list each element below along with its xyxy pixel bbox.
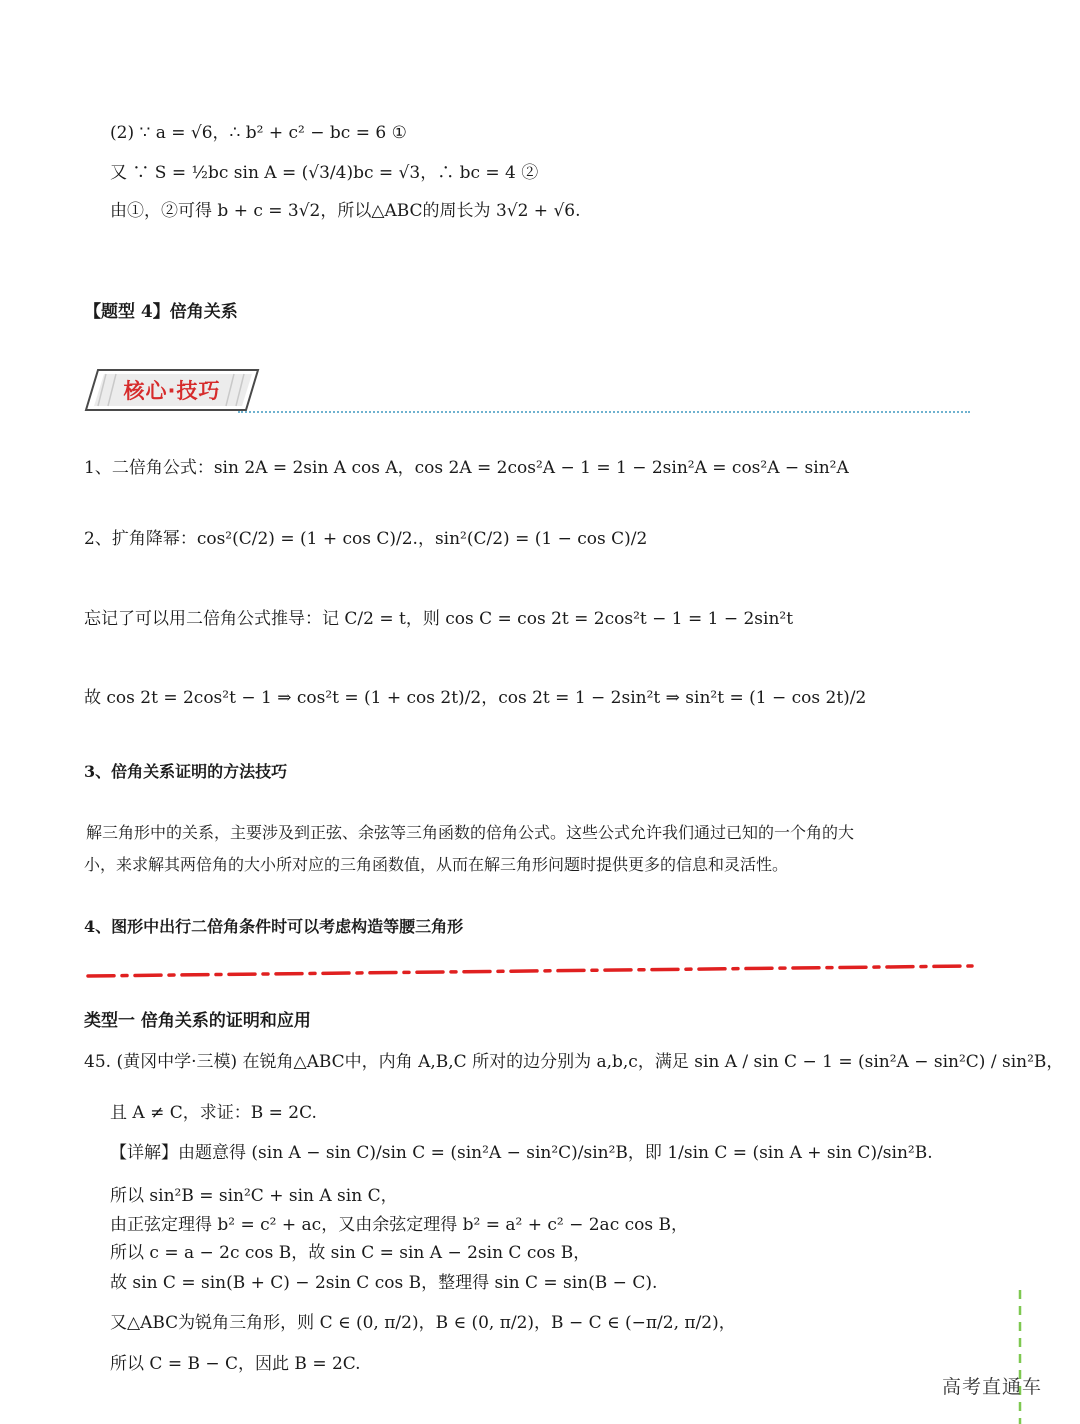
solution-line2: 所以 sin²B = sin²C + sin A sin C， xyxy=(110,1186,398,1206)
tip-method-body-line2: 小，来求解其两倍角的大小所对应的三角函数值，从而在解三角形问题时提供更多的信息和灵活性。 xyxy=(84,855,789,874)
solution-line3: 由正弦定理得 b² = c² + ac，又由余弦定理得 b² = a² + c² − 2ac cos B， xyxy=(110,1215,688,1235)
type-heading: 类型一 倍角关系的证明和应用 xyxy=(84,1011,311,1031)
solution-part2-line2: 又 ∵ S = ½bc sin A = (√3/4)bc = √3，∴ bc = 4 ② xyxy=(110,163,539,183)
tip-derivation: 故 cos 2t = 2cos²t − 1 ⇒ cos²t = (1 + cos 2t)/2，cos 2t = 1 − 2sin²t ⇒ sin²t = (1 − cos 2t)/2 xyxy=(84,688,867,708)
solution-line7: 所以 C = B − C，因此 B = 2C. xyxy=(110,1354,361,1374)
solution-line4: 所以 c = a − 2c cos B，故 sin C = sin A − 2sin C cos B， xyxy=(110,1243,591,1263)
solution-line6: 又△ABC为锐角三角形，则 C ∈ (0, π/2)，B ∈ (0, π/2)，B − C ∈ (−π/2, π/2)， xyxy=(110,1313,736,1333)
solution-part2-line1: (2) ∵ a = √6，∴ b² + c² − bc = 6 ① xyxy=(110,123,407,143)
tip-power-reduction: 2、扩角降幂：cos²(C/2) = (1 + cos C)/2.，sin²(C/2) = (1 − cos C)/2 xyxy=(84,529,648,549)
tip-method-title: 3、倍角关系证明的方法技巧 xyxy=(84,762,288,781)
tip-isosceles: 4、图形中出行二倍角条件时可以考虑构造等腰三角形 xyxy=(84,917,464,936)
solution-line5: 故 sin C = sin(B + C) − 2sin C cos B，整理得 sin C = sin(B − C). xyxy=(110,1273,658,1293)
badge-label: 核心·技巧 xyxy=(123,379,221,403)
badge-dotted-rule xyxy=(238,411,970,413)
solution-line1: 【详解】由题意得 (sin A − sin C)/sin C = (sin²A − sin²C)/sin²B，即 1/sin C = (sin A + sin C)/sin²B. xyxy=(110,1143,933,1163)
side-dashed-line xyxy=(1010,1290,1030,1424)
tip-derivation-note: 忘记了可以用二倍角公式推导：记 C/2 = t，则 cos C = cos 2t = 2cos²t − 1 = 1 − 2sin²t xyxy=(84,609,794,629)
solution-part2-line3: 由①，②可得 b + c = 3√2，所以△ABC的周长为 3√2 + √6. xyxy=(110,201,581,221)
problem-condition: 且 A ≠ C，求证：B = 2C. xyxy=(110,1103,317,1123)
tip-method-body-line1: 解三角形中的关系，主要涉及到正弦、余弦等三角函数的倍角公式。这些公式允许我们通过已知的一个角的大 xyxy=(86,823,855,842)
problem-statement: 45. (黄冈中学·三模) 在锐角△ABC中，内角 A,B,C 所对的边分别为 a,b,c，满足 sin A / sin C − 1 = (sin²A − sin²C) / sin²B， xyxy=(84,1052,1064,1072)
tip-double-angle-formula: 1、二倍角公式：sin 2A = 2sin A cos A，cos 2A = 2cos²A − 1 = 1 − 2sin²A = cos²A − sin²A xyxy=(84,458,849,478)
core-skill-badge xyxy=(84,366,260,414)
section-title: 【题型 4】倍角关系 xyxy=(84,302,238,322)
dash-dot-separator xyxy=(86,960,976,980)
watermark-text: 高考直通车 xyxy=(942,1376,1043,1398)
